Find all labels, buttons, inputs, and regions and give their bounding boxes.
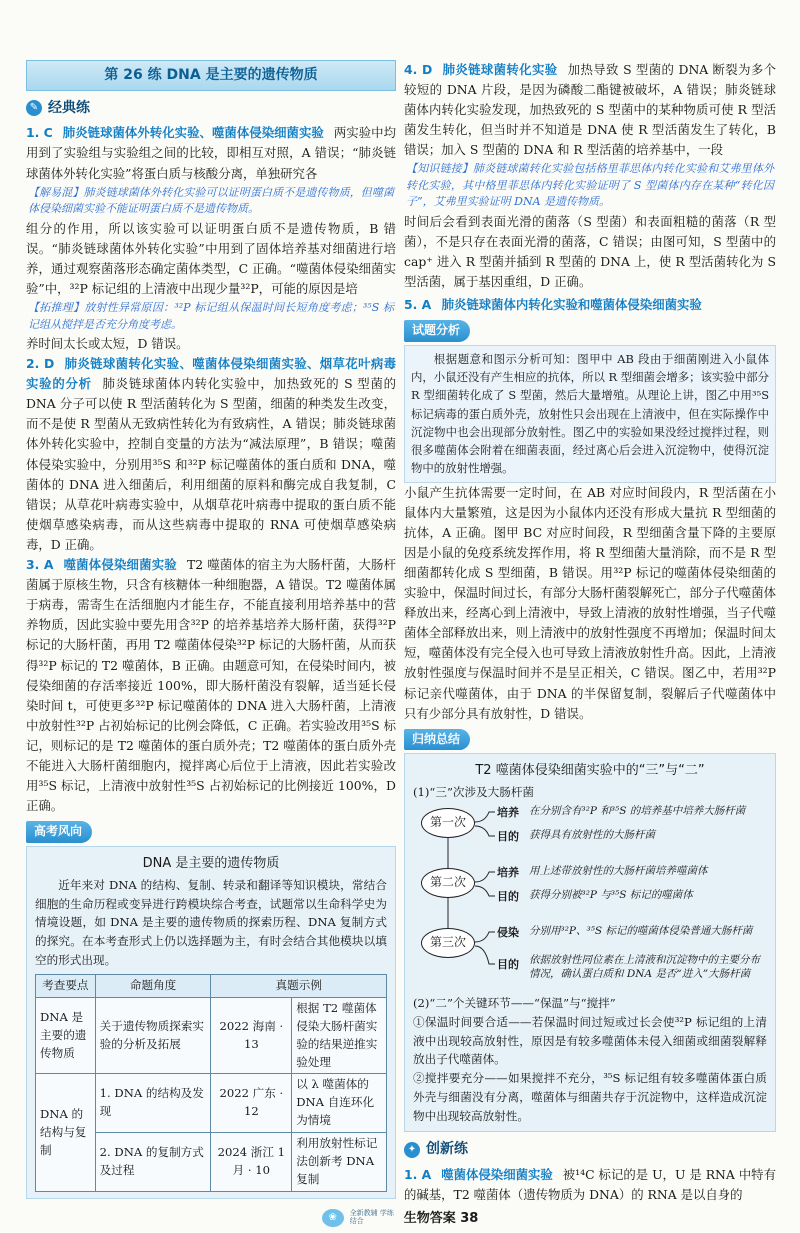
q4-text-2: 时间后会看到表面光滑的菌落（S 型菌）和表面粗糙的菌落（R 型菌），不是只存在表面光滑的菌落，C 错误；由图可知，S 型菌中的 cap⁺ 进入 R 型菌并插到 R 型菌的 DNA 上，使 R 型活菌转化为 S 型活菌，属于基因重组，D 正确。 <box>404 213 776 290</box>
summary-title: T2 噬菌体侵染细菌实验中的“三”与“二” <box>475 763 705 779</box>
gaokao-box <box>26 846 396 1200</box>
exam-table-cell: 以 λ 噬菌体的 DNA 自连环化为情境 <box>292 1074 387 1133</box>
page-footer <box>0 1206 800 1229</box>
q4-topic: 肺炎链球菌转化实验 <box>442 62 558 77</box>
q5-answer: 5. A <box>404 297 432 313</box>
step-2: 第二次 <box>421 868 475 898</box>
footer-inner <box>322 1208 479 1229</box>
q1-text-2: 组分的作用，所以该实验可以证明蛋白质不是遗传物质，B 错误。“肺炎链球菌体外转化实验”中用到了固体培养基对细菌进行培养，通过观察菌落形态确定菌体类型，C 正确。“噬菌体侵染细菌实验”中，³²P 标记组的上清液中出现少量³²P，可能的原因是培 <box>26 220 396 296</box>
step-2-tag-1: 培养 <box>497 866 519 880</box>
exam-table-header: 真题示例 <box>211 974 387 997</box>
q4-text-1: 加热导致 S 型菌的 DNA 断裂为多个较短的 DNA 片段，是因为磷酸二酯键被破坏，A 错误；肺炎链球菌体内转化实验发现，加热致死的 S 型菌中的某种物质可使 R 型活菌发生转化，但当时并不知道是 DNA 使 R 型活菌发生了转化，B 错误；加入 S 型菌的 DNA 和 R 型活菌的培养基中，一段 <box>404 62 776 158</box>
step-2-text-1: 用上述带放射性的大肠杆菌培养噬菌体 <box>529 865 708 878</box>
exam-table-cell: 2. DNA 的复制方式及过程 <box>95 1133 211 1192</box>
exam-table-header: 命题角度 <box>95 974 211 997</box>
summary-sub-1: (1)“三”次涉及大肠杆菌 <box>413 785 535 800</box>
exam-table-cell: DNA 的结构与复制 <box>36 1074 96 1192</box>
summary-label: 归纳总结 <box>404 729 470 750</box>
exam-table-cell: 2022 海南 · 13 <box>211 997 292 1074</box>
step-2-text-2: 获得分别被³²P 与³⁵S 标记的噬菌体 <box>529 889 693 902</box>
step-2-tag-2: 目的 <box>497 890 519 904</box>
q3-topic: 噬菌体侵染细菌实验 <box>63 557 177 573</box>
q1-handwritten-note-2: 【拓推理】放射性异常原因：³²P 标记组从保温时间长短角度考虑；³⁵S 标记组从搅拌是否充分角度考虑。 <box>28 301 394 331</box>
step-1-text-2: 获得具有放射性的大肠杆菌 <box>529 829 655 842</box>
step-3-text-1: 分别用³²P、³⁵S 标记的噬菌体侵染普通大肠杆菌 <box>529 925 753 938</box>
exam-table <box>35 974 387 1193</box>
step-1-tag-1: 培养 <box>497 806 519 820</box>
q2-topic: 肺炎链球菌转化实验、噬菌体侵染细菌实验、烟草花叶病毒实验的分析 <box>26 356 396 392</box>
summary-box <box>404 753 776 1132</box>
step-3-tag-2: 目的 <box>497 958 519 972</box>
innovation-section-title: 创新练 <box>426 1141 468 1158</box>
three-steps-diagram <box>413 804 767 994</box>
exam-table-header: 考查要点 <box>36 974 96 997</box>
exam-table-cell: 2022 广东 · 12 <box>211 1074 292 1133</box>
lightbulb-icon: ✦ <box>404 1142 420 1158</box>
summary-point-1: ①保温时间要合适——若保温时间过短或过长会使³²P 标记组的上清液中出现较高放射性，原因是有较多噬菌体未侵入细菌或细菌裂解释放出子代噬菌体。 <box>413 1014 767 1067</box>
q4-handwritten-note: 【知识链接】肺炎链球菌转化实验包括格里菲思体内转化实验和艾弗里体外转化实验，其中格里菲思体内转化实验证明了 S 型菌体内存在某种“转化因子”，艾弗里实验证明 DNA 是遗传物质。 <box>406 162 774 209</box>
question-4 <box>404 60 776 292</box>
step-1-tag-2: 目的 <box>497 830 519 844</box>
question-2 <box>26 354 396 555</box>
q5-text: 小鼠产生抗体需要一定时间，在 AB 对应时间段内，R 型活菌在小鼠体内大量繁殖，这是因为小鼠体内还没有形成大量抗 R 型细菌的抗体，A 正确。图甲 BC 对应时间段，R 型细菌含量下降的主要原因是小鼠的免疫系统发挥作用，将 R 型细菌大量消除，而不是 R 型细菌都转化成 S 型细菌，B 错误。用³²P 标记的噬菌体侵染细菌的实验中，保温时间过长，有部分大肠杆菌裂解死亡，部分子代噬菌体释放出来，经离心到上清液中，导致上清液的放射性增强，当子代噬菌体全部释放出来，则上清液中的放射性强度不再增加；保温时间太短，噬菌体没有完全侵入也可导致上清液放射性升高。因此，上清液放射性强度与保温时间并不是呈正相关，C 错误。图乙中，若用³²P 标记亲代噬菌体，由于 DNA 的半保留复制，裂解后子代噬菌体中只有少部分具有放射性，D 错误。 <box>404 484 776 721</box>
q1-handwritten-note-1: 【解易混】肺炎链球菌体外转化实验可以证明蛋白质不是遗传物质，但噬菌体侵染细菌实验不能证明蛋白质不是遗传物质。 <box>28 185 394 216</box>
q5-topic: 肺炎链球菌体内转化实验和噬菌体侵染细菌实验 <box>441 297 702 313</box>
q2-answer: 2. D <box>26 356 55 372</box>
exam-table-cell: 关于遗传物质探索实验的分析及拓展 <box>95 997 211 1074</box>
innov1-topic: 噬菌体侵染细菌实验 <box>441 1167 553 1183</box>
step-1-text-1: 在分别含有³²P 和³⁵S 的培养基中培养大肠杆菌 <box>529 805 746 818</box>
classic-section-header <box>26 97 396 120</box>
exam-table-cell: DNA 是主要的遗传物质 <box>36 997 96 1074</box>
question-5 <box>404 295 776 723</box>
footer-page-label: 生物答案 38 <box>403 1210 479 1226</box>
innovation-question-1 <box>404 1165 776 1205</box>
q1-topic: 肺炎链球菌体外转化实验、噬菌体侵染细菌实验 <box>62 125 324 141</box>
brand-logo-icon: ❀ <box>322 1209 344 1227</box>
q1-text-1: 两实验中均用到了实验组与实验组之间的比较，即相互对照，A 错误；“肺炎链球菌体外转化实验”将蛋白质与核酸分离，单独研究各 <box>26 125 396 181</box>
step-1: 第一次 <box>421 808 475 838</box>
gaokao-title: DNA 是主要的遗传物质 <box>142 855 280 871</box>
classic-section-title: 经典练 <box>48 99 90 116</box>
q5-analysis: 根据题意和图示分析可知：图甲中 AB 段由于细菌刚进入小鼠体内，小鼠还没有产生相应的抗体，所以 R 型细菌会增多；该实验中部分 R 型细菌转化成了 S 型菌，然后大量增殖。从理论上讲，图乙中用³⁵S 标记病毒的蛋白质外壳，放射性只会出现在上清液中，但在实际操作中沉淀物中也会出现部分放射性。图乙中的实验如果没经过搅拌过程，则很多噬菌体会附着在细菌表面，经过离心后会进入沉淀物中，使得沉淀物中的放射性增强。 <box>404 345 776 483</box>
innovation-section-header <box>404 1138 776 1161</box>
page-title: 第 26 练 DNA 是主要的遗传物质 <box>26 60 396 91</box>
summary-sub-2: (2)“二”个关键环节——“保温”与“搅拌” <box>413 996 616 1011</box>
left-column <box>26 60 396 1199</box>
exam-table-cell: 2024 浙江 1 月 · 10 <box>211 1133 292 1192</box>
innov1-answer: 1. A <box>404 1167 432 1183</box>
exam-table-row <box>36 1074 387 1133</box>
q3-text: T2 噬菌体的宿主为大肠杆菌，大肠杆菌属于原核生物，只含有核糖体一种细胞器，A 错误。T2 噬菌体属于病毒，需寄生在活细胞内才能生存，不能直接利用培养基中的营养物质，因此实验中要先用含³²P 的培养基培养大肠杆菌，获得³²P 标记的大肠杆菌，再用 T2 噬菌体侵染³²P 标记的大肠杆菌，从而获得³²P 标记的 T2 噬菌体，B 正确。由题意可知，在侵染时间内，被侵染细菌的存活率接近 100%，即大肠杆菌没有裂解，适当延长侵染时间 t，可使更多³²P 标记噬菌体的 DNA 进入大肠杆菌，上清液中放射性³²P 占初始标记的比例会降低，C 正确。若实验改用³⁵S 标记，则标记的是 T2 噬菌体的蛋白质外壳；T2 噬菌体的蛋白质外壳不能进入大肠杆菌细胞内，搅拌离心后位于上清液，因此若实验改用³⁵S 标记，上清液中放射性³⁵S 占初始标记的比例接近 100%，D 正确。 <box>26 557 396 814</box>
step-3: 第三次 <box>421 928 475 958</box>
q3-answer: 3. A <box>26 557 54 573</box>
exam-table-row <box>36 997 387 1074</box>
gaokao-text: 近年来对 DNA 的结构、复制、转录和翻译等知识模块，常结合细胞的生命历程或变异进行跨模块综合考查，试题常以生命科学史为情境设题，如 DNA 是主要的遗传物质的探索历程、DNA 复制方式的探究。在本考查形式上仍以选择题为主，有时会结合其他模块以填空的形式出现。 <box>35 877 387 967</box>
exam-table-cell: 1. DNA 的结构及发现 <box>95 1074 211 1133</box>
q1-text-3: 养时间太长或太短，D 错误。 <box>26 336 189 351</box>
summary-point-2: ②搅拌要充分——如果搅拌不充分，³⁵S 标记组有较多噬菌体蛋白质外壳与细菌没有分离，噬菌体与细菌共存于沉淀物中，这样造成沉淀物中出现较高放射性。 <box>413 1071 767 1123</box>
right-column <box>404 60 776 1205</box>
innov1-text: 被¹⁴C 标记的是 U，U 是 RNA 中特有的碱基，T2 噬菌体（遗传物质为 DNA）的 RNA 是以自身的 <box>404 1167 776 1203</box>
question-1 <box>26 123 396 354</box>
question-3 <box>26 555 396 816</box>
q4-answer: 4. D <box>404 62 433 77</box>
q1-answer: 1. C <box>26 125 53 141</box>
exam-table-header-row <box>36 974 387 997</box>
step-3-text-2: 依据放射性同位素在上清液和沉淀物中的主要分布情况，确认蛋白质和 DNA 是否“进入”大肠杆菌 <box>529 954 760 980</box>
gaokao-label: 高考风向 <box>26 821 92 842</box>
step-3-tag-1: 侵染 <box>497 926 519 940</box>
exam-table-cell: 利用放射性标记法创新考 DNA 复制 <box>292 1133 387 1192</box>
analysis-label: 试题分析 <box>404 320 470 341</box>
exam-table-cell: 根据 T2 噬菌体侵染大肠杆菌实验的结果逆推实验处理 <box>292 997 387 1074</box>
pencil-icon: ✎ <box>26 100 42 116</box>
q2-text: 肺炎链球菌体内转化实验中，加热致死的 S 型菌的 DNA 分子可以使 R 型活菌转化为 S 型菌，细菌的种类发生改变，而不是使 R 型菌从无致病性转化为有致病性，A 错误；肺炎链球菌体外转化实验中，控制自变量的方法为“减法原理”，B 错误；噬菌体侵染实验中，分别用³⁵S 和³²P 标记噬菌体的蛋白质和 DNA，噬菌体的 DNA 进入细菌后，利用细菌的原料和酶完成自我复制，C 错误；从草花叶病毒实验中，从烟草花叶病毒中提取的蛋白质不能使烟草感染病毒，而从这些病毒中提取的 RNA 可使烟草感染病毒，D 正确。 <box>26 376 396 552</box>
footer-slogan: 全新教辅 学练结合 <box>349 1209 394 1226</box>
